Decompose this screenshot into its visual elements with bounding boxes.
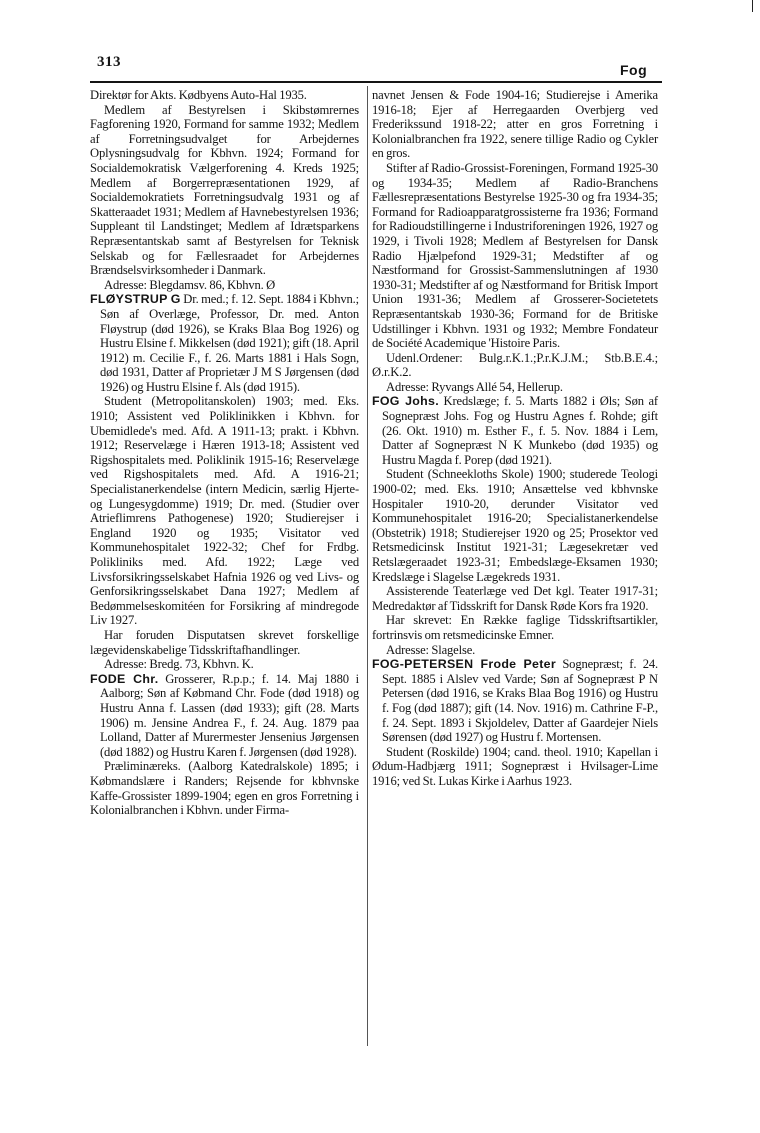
address-line: Adresse: Blegdamsv. 86, Kbhvn. Ø	[104, 277, 276, 292]
address-line: Adresse: Ryvangs Allé 54, Hellerup.	[386, 379, 563, 394]
paragraph: Præliminæreks. (Aalborg Katedralskole) 1895; i Købmandslære i Randers; Rejsende for kbhvnske Kaffe-Grossister 1899-1904; egen en gros Forretning i Kolonialbranchen i Kbhvn. under Firma-	[90, 759, 359, 818]
address-line: Adresse: Bredg. 73, Kbhvn. K.	[104, 657, 254, 672]
paragraph: Stifter af Radio-Grossist-Foreningen, Formand 1925-30 og 1934-35; Medlem af Radio-Branchens Fællesrepræsentations Bestyrelse 1925-30 og fra 1934-35; Formand for Radioapparatgrossisterne fra 1936; Formand for Radioudstillingerne i Industriforeningen 1926, 1927 og 1929, i Tivoli 1928; Medlem af Bestyrelsen for Dansk Radio Hjælpefond 1929-31; Medstifter af og Næstformand for Grossist-Sammenslutningen af 1930 1930-31; Medstifter af og Næstformand for Britisk Import Union 1931-36; Medlem af Grosserer-Societetets Repræsentantskab 1930-36; Formand for de Britiske Udstillinger i Kbhvn. 1931 og 1932; Membre Fondateur de Société Academique 'Histoire Paris.	[372, 160, 658, 351]
running-head: Fog	[620, 62, 648, 78]
biography-entry: FOG Johs. Kredslæge; f. 5. Marts 1882 i Øls; Søn af Sognepræst Johs. Fog og Hustru Agnes f. Rohde; gift (26. Okt. 1910) m. Esther F., f. 5. Nov. 1884 i Lem, Datter af Sognepræst N K Munkebo (død 1935) og Hustru Magda f. Porep (død 1921).	[372, 394, 658, 467]
paragraph: Har foruden Disputatsen skrevet forskellige lægevidenskabelige Tidsskriftafhandlinger.	[90, 627, 359, 657]
orders-line: Udenl.Ordener: Bulg.r.K.1.;P.r.K.J.M.; Stb.B.E.4.; Ø.r.K.2.	[372, 350, 658, 380]
paragraph: Direktør for Akts. Kødbyens Auto-Hal 1935.	[90, 88, 307, 102]
biography-entry: FODE Chr. Grosserer, R.p.p.; f. 14. Maj 1880 i Aalborg; Søn af Købmand Chr. Fode (død 1918) og Hustru Anna f. Lassen (død 1933); gift (28. Marts 1906) m. Jensine Andrea F., f. 24. Aug. 1879 paa Lolland, Datter af Murermester Jensenius Jørgensen (død 1882) og Hustru Karen f. Jørgensen (død 1928).	[90, 671, 359, 759]
header-rule	[90, 81, 662, 83]
paragraph: navnet Jensen & Fode 1904-16; Studierejse i Amerika 1916-18; Ejer af Herregaarden Overbjerg ved Frederikssund 1918-22; atter en gros Forretning i Kolonialbranchen fra 1922, senere tillige Radio og Cykler en gros.	[372, 88, 658, 161]
entry-name: FOG-PETERSEN Frode Peter	[372, 657, 556, 672]
paragraph: Medlem af Bestyrelsen i Skibstømrernes Fagforening 1920, Formand for samme 1932; Medlem af Forretningsudvalget for Arbejdernes Oplysningsudvalg for Kbhvn. 1924; Formand for Socialdemokratisk Vælgerforening 4. Kreds 1925; Medlem af Borgerrepræsentationen 1929, af Socialdemokratiets Forretningsudvalg 1931 og af Skatteraadet 1931; Medlem af Havnebestyrelsen 1936; Suppleant til Landstinget; Medlem af Idrætsparkens Repræsentantskab samt af Bestyrelsen for Teknisk Selskab og for Fællesraadet for Arbejdernes Brændselsvirksomheder i Danmark.	[90, 102, 359, 278]
margin-mark	[752, 0, 753, 12]
entry-name: FLØYSTRUP G	[90, 292, 181, 307]
column-divider	[367, 86, 368, 1046]
left-column	[90, 88, 359, 818]
page-number: 313	[97, 54, 121, 70]
paragraph: Assisterende Teaterlæge ved Det kgl. Teater 1917-31; Medredaktør af Tidsskrift for Dansk Røde Kors fra 1920.	[372, 584, 658, 613]
paragraph: Student (Schneekloths Skole) 1900; studerede Teologi 1900-02; med. Eks. 1910; Ansættelse ved kbhvnske Hospitaler 1910-20, derunder Visitator ved Kommunehospitalet 1916-20; Specialistanerkendelse (Obstetrik) 1918; Studierejser 1920 og 25; Prosektor ved Retsmedicinsk Institut 1921-31; Lægesekretær ved Retslægeraadet 1923-31; Embedslæge-Eksamen 1930; Kredslæge i Slagelse Lægekreds 1931.	[372, 467, 658, 584]
biography-entry: FLØYSTRUP G Dr. med.; f. 12. Sept. 1884 i Kbhvn.; Søn af Overlæge, Professor, Dr. med. Anton Fløystrup (død 1926), se Kraks Blaa Bog 1926) og Hustru Elsine f. Mikkelsen (død 1921); gift (18. April 1912) m. Cecilie F., f. 26. Marts 1881 i Hals Sogn, død 1931, Datter af Proprietær J M S Jørgensen (død 1926) og Hustru Elsine f. Als (død 1915).	[90, 292, 359, 394]
paragraph: Student (Metropolitanskolen) 1903; med. Eks. 1910; Assistent ved Poliklinikken i Kbhvn. for Ubemidlede's med. Afd. A 1911-13; prakt. i Kbhvn. 1912; Reservelæge i Hæren 1913-18; Assistent ved Rigshospitalets med. Poliklinik 1915-16; Reservelæge ved Rigshospitalets med. Afd. A 1916-21; Specialistanerkendelse (intern Medicin, særlig Hjerte- og Lungesygdomme) 1919; Dr. med. (Studier over Atrieflimrens Pathogenese) 1920; Studierejser i England 1920 og 1935; Visitator ved Kommunehospitalet 1922-32; Chef for Frdbg. Polikliniks med. Afd. 1922; Læge ved Livsforsikringsselskabet Hafnia 1926 og ved Livs- og Genforsikringsselskabet Dana 1927; Medlem af Bedømmelseskomitéen for Forsikring af mindregode Liv 1927.	[90, 394, 359, 628]
entry-name: FOG Johs.	[372, 394, 439, 409]
right-column	[372, 88, 658, 789]
paragraph: Har skrevet: En Række faglige Tidsskriftsartikler, fortrinsvis om retsmedicinske Emner.	[372, 613, 658, 642]
biography-entry: FOG-PETERSEN Frode Peter Sognepræst; f. 24. Sept. 1885 i Alslev ved Varde; Søn af Sognepræst P N Petersen (død 1916, se Kraks Blaa Bog 1916) og Hustru f. Fog (død 1887); gift (14. Nov. 1916) m. Cathrine F-P., f. 24. Sept. 1893 i Skjoldelev, Datter af Gaardejer Niels Sørensen (død 1927) og Hustru f. Mortensen.	[372, 657, 658, 745]
address-line: Adresse: Slagelse.	[386, 642, 476, 657]
entry-name: FODE Chr.	[90, 671, 159, 686]
paragraph: Student (Roskilde) 1904; cand. theol. 1910; Kapellan i Ødum-Hadbjærg 1911; Sognepræst i Hvilsager-Lime 1916; ved St. Lukas Kirke i Aarhus 1923.	[372, 744, 658, 788]
